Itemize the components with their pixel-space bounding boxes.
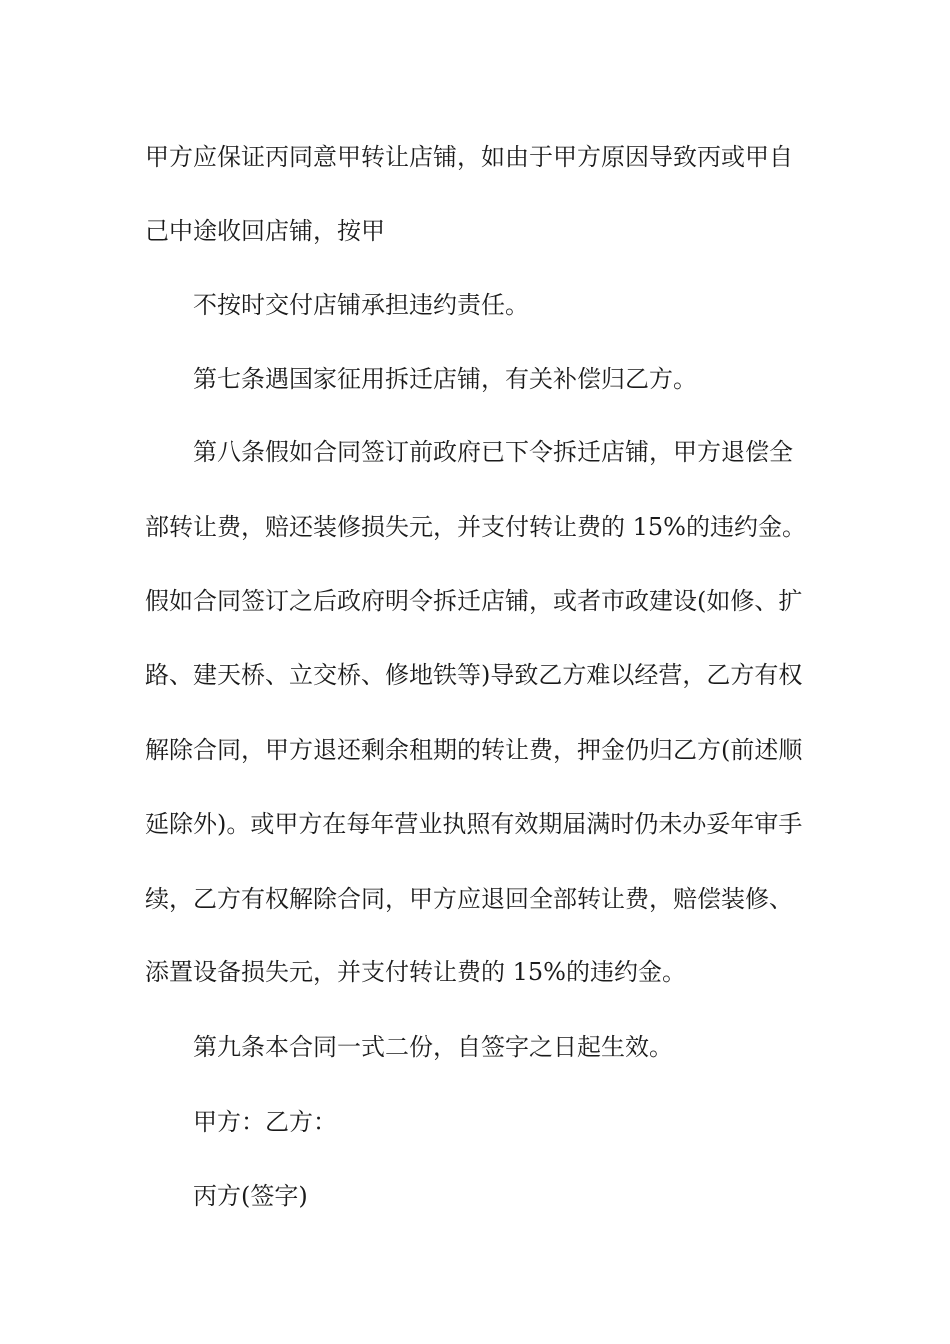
article-8-line-6: 延除外)。或甲方在每年营业执照有效期届满时仍未办妥年审手 [145,810,803,838]
article-8-line-1: 第八条假如合同签订前政府已下令拆迁店铺，甲方退偿全 [193,438,793,466]
article-8-line-5: 解除合同，甲方退还剩余租期的转让费，押金仍归乙方(前述顺 [145,736,803,764]
article-7-line: 第七条遇国家征用拆迁店铺，有关补偿归乙方。 [193,365,697,393]
party-c-signature-line: 丙方(签字) [193,1182,308,1210]
text-line-2: 己中途收回店铺，按甲 [145,217,385,245]
text-line-3: 不按时交付店铺承担违约责任。 [193,291,529,319]
article-8-line-2: 部转让费，赔还装修损失元，并支付转让费的 15%的违约金。 [145,513,806,541]
article-8-line-8: 添置设备损失元，并支付转让费的 15%的违约金。 [145,958,686,986]
article-8-line-4: 路、建天桥、立交桥、修地铁等)导致乙方难以经营，乙方有权 [145,661,803,689]
article-8-line-3: 假如合同签订之后政府明令拆迁店铺，或者市政建设(如修、扩 [145,587,803,615]
text-line-1: 甲方应保证丙同意甲转让店铺，如由于甲方原因导致丙或甲自 [145,143,793,171]
party-a-b-signature-line: 甲方：乙方： [193,1108,337,1136]
article-8-line-7: 续，乙方有权解除合同，甲方应退回全部转让费，赔偿装修、 [145,885,793,913]
article-9-line: 第九条本合同一式二份，自签字之日起生效。 [193,1033,673,1061]
